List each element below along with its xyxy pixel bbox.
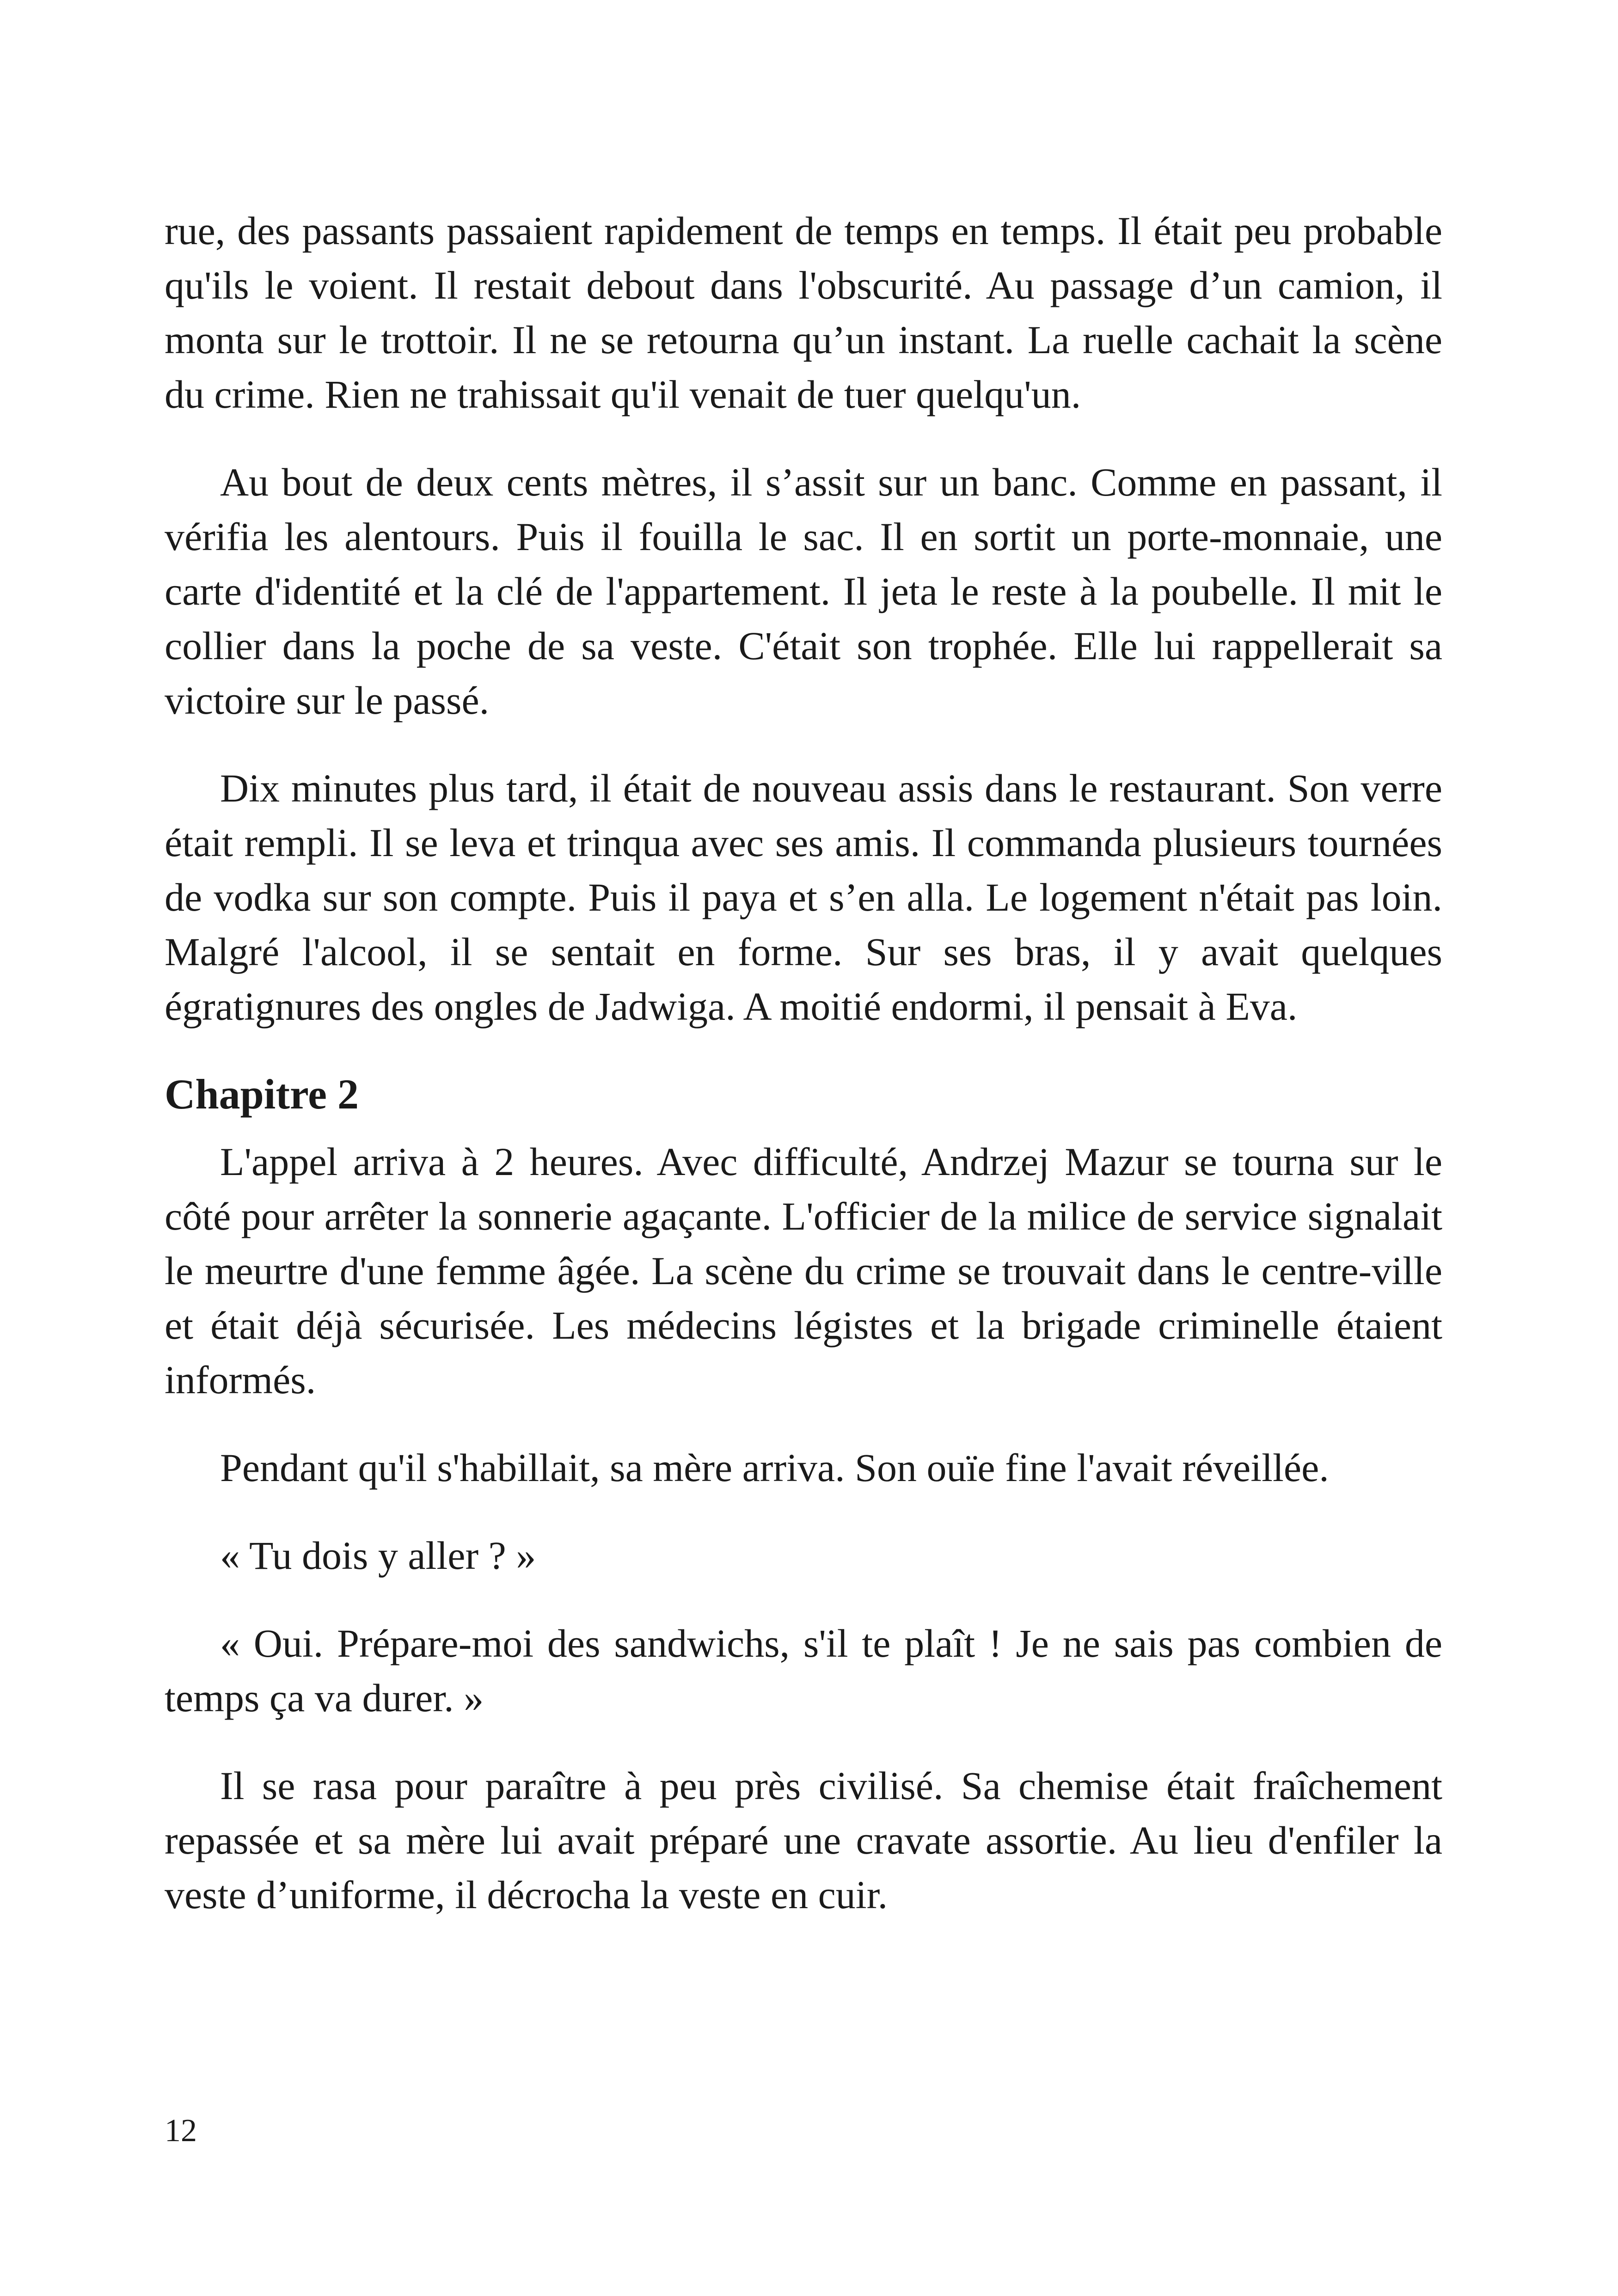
page-body <box>165 203 1442 1955</box>
paragraph: Il se rasa pour paraître à peu près civilisé. Sa chemise était fraîchement repassée et sa mère lui avait préparé une cravate assortie. Au lieu d'enfiler la veste d’uniforme, il décrocha la veste en cuir. <box>165 1763 1442 1917</box>
paragraph: Dix minutes plus tard, il était de nouveau assis dans le restaurant. Son verre était rempli. Il se leva et trinqua avec ses amis. Il commanda plusieurs tournées de vodka sur son compte. Puis il paya et s’en alla. Le logement n'était pas loin. Malgré l'alcool, il se sentait en forme. Sur ses bras, il y avait quelques égratignures des ongles de Jadwiga. A moitié endormi, il pensait à Eva. <box>165 766 1442 1029</box>
chapter-heading: Chapitre 2 <box>165 1071 359 1118</box>
paragraph: Pendant qu'il s'habillait, sa mère arriva. Son ouïe fine l'avait réveillée. <box>220 1445 1329 1490</box>
dialogue-line: « Tu dois y aller ? » <box>220 1533 536 1578</box>
paragraph: rue, des passants passaient rapidement de temps en temps. Il était peu probable qu'ils le voient. Il restait debout dans l'obscurité. Au passage d’un camion, il monta sur le trottoir. Il ne se retourna qu’un instant. La ruelle cachait la scène du crime. Rien ne trahissait qu'il venait de tuer quelqu'un. <box>165 208 1442 416</box>
paragraph: L'appel arriva à 2 heures. Avec difficulté, Andrzej Mazur se tourna sur le côté pour arrêter la sonnerie agaçante. L'officier de la milice de service signalait le meurtre d'une femme âgée. La scène du crime se trouvait dans le centre-ville et était déjà sécurisée. Les médecins légistes et la brigade criminelle étaient informés. <box>165 1139 1442 1402</box>
paragraph: Au bout de deux cents mètres, il s’assit sur un banc. Comme en passant, il vérifia les alentours. Puis il fouilla le sac. Il en sortit un porte-monnaie, une carte d'identité et la clé de l'appartement. Il jeta le reste à la poubelle. Il mit le collier dans la poche de sa veste. C'était son trophée. Elle lui rappellerait sa victoire sur le passé. <box>165 460 1442 722</box>
page-number: 12 <box>165 2113 197 2149</box>
dialogue-line: « Oui. Prépare-moi des sandwichs, s'il te plaît ! Je ne sais pas combien de temps ça va durer. » <box>165 1621 1442 1720</box>
